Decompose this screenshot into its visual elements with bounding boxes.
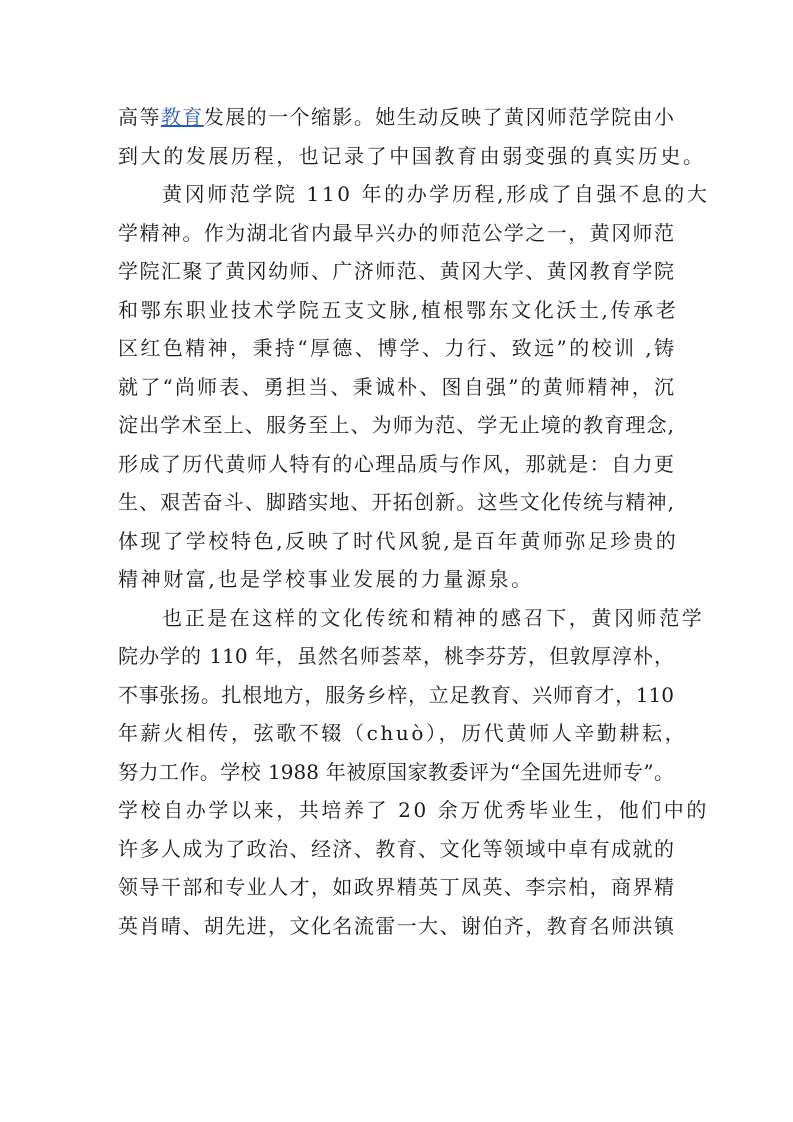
paragraph-3	[118, 599, 709, 946]
text-line: 高等教育发展的一个缩影。她生动反映了黄冈师范学院由小	[118, 105, 675, 129]
text-line: 也正是在这样的文化传统和精神的感召下，黄冈师范学	[162, 605, 705, 630]
education-link[interactable]: 教育	[160, 105, 204, 129]
text-line: 区红色精神，秉持“厚德、博学、力行、致远”的校训 ,铸	[118, 336, 674, 360]
text-line: 英肖晴、胡先进，文化名流雷一大、谢伯齐，教育名师洪镇	[118, 913, 674, 938]
text-line: 学校自办学以来，共培养了 20 余万优秀毕业生，他们中的	[118, 798, 709, 822]
document-page	[118, 98, 710, 945]
text-line: 学精神。作为湖北省内最早兴办的师范公学之一，黄冈师范	[118, 220, 674, 245]
text-line: 形成了历代黄师人特有的心理品质与作风，那就是：自力更	[118, 451, 674, 476]
text-line: 体现了学校特色,反映了时代风貌,是百年黄师弥足珍贵的	[118, 528, 679, 553]
text-line: 生、艰苦奋斗、脚踏实地、开拓创新。这些文化传统与精神,	[118, 490, 674, 514]
text-line: 领导干部和专业人才，如政界精英丁凤英、李宗柏，商界精	[118, 875, 674, 899]
text-line: 年薪火相传，弦歌不辍（chuò），历代黄师人辛勤耕耘，	[118, 721, 688, 745]
text-line: 不事张扬。扎根地方，服务乡梓，立足教育、兴师育才，110	[118, 682, 674, 707]
text-line: 精神财富,也是学校事业发展的力量源泉。	[118, 567, 534, 591]
paragraph-2	[118, 175, 710, 599]
text-line: 院办学的 110 年，虽然名师荟萃，桃李芬芳，但敦厚淳朴，	[118, 644, 674, 668]
text-line: 到大的发展历程，也记录了中国教育由弱变强的真实历史。	[118, 143, 706, 168]
paragraph-1	[118, 98, 706, 175]
text-line: 和鄂东职业技术学院五支文脉,植根鄂东文化沃土,传承老	[118, 297, 679, 322]
text-line: 学院汇聚了黄冈幼师、广济师范、黄冈大学、黄冈教育学院	[118, 259, 674, 283]
text-line: 许多人成为了政治、经济、教育、文化等领域中卓有成就的	[118, 836, 674, 861]
text-line: 努力工作。学校 1988 年被原国家教委评为“全国先进师专”。	[118, 759, 674, 784]
text-line: 黄冈师范学院 110 年的办学历程,形成了自强不息的大	[162, 182, 710, 206]
text-line: 淀出学术至上、服务至上、为师为范、学无止境的教育理念,	[118, 413, 674, 437]
text-line: 就了“尚师表、勇担当、秉诚朴、图自强”的黄师精神，沉	[118, 374, 674, 399]
